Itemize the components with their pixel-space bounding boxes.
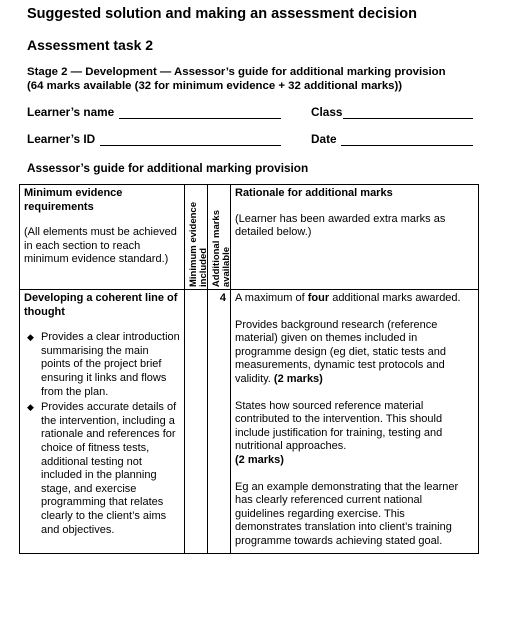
rationale-cell [231, 290, 479, 554]
paragraph-1-text: Provides background research (reference material) given on themes included in programme design (eg diet, static tests and measurements, dynamic test protocols and validity. [235, 318, 446, 385]
class-label: Class [311, 105, 343, 119]
rationale-paragraph-2 [235, 400, 474, 468]
table-row [20, 290, 479, 554]
min-evidence-note: (All elements must be achieved in each section to reach minimum evidence standard.) [24, 226, 177, 266]
intro-text-post: additional marks awarded. [329, 292, 461, 304]
min-included-line-2: included [198, 247, 209, 287]
task-heading: Assessment task 2 [27, 37, 154, 53]
stage-line-2: (64 marks available (32 for minimum evidence + 32 additional marks)) [27, 80, 403, 92]
table-header-row [20, 185, 479, 290]
class-field[interactable] [343, 118, 473, 119]
additional-marks-line-1: Additional marks [211, 209, 222, 287]
list-item [24, 331, 180, 399]
header-min-evidence-cell [20, 185, 185, 290]
min-included-value-cell [185, 290, 208, 554]
list-item-text: Provides a clear introduction summarising the main points of the project brief ensuring it links and flows from the plan. [41, 331, 180, 398]
paragraph-1-marks: (2 marks) [273, 372, 323, 385]
guide-title: Assessor’s guide for additional marking provision [27, 161, 309, 175]
date-label: Date [311, 132, 337, 146]
header-min-included-cell [185, 185, 208, 290]
additional-marks-label [212, 210, 232, 287]
intro-text-pre: A maximum of [235, 292, 308, 304]
header-additional-marks-cell [208, 185, 231, 290]
learner-name-field[interactable] [119, 118, 281, 119]
rationale-intro [235, 292, 474, 306]
page-title: Suggested solution and making an assessment decision [27, 6, 417, 22]
paragraph-2-marks: (2 marks) [235, 453, 284, 466]
rationale-note: (Learner has been awarded extra marks as detailed below.) [235, 212, 446, 239]
learner-name-label: Learner’s name [27, 105, 115, 119]
stage-line-1: Stage 2 — Development — Assessor’s guide for additional marking provision [27, 66, 446, 78]
rationale-paragraph-3: Eg an example demonstrating that the learner has clearly referenced current national guidelines regarding exercise. This demonstrates translation into client’s training programme towards achieving stated goal. [235, 480, 459, 547]
min-included-label [189, 202, 209, 287]
paragraph-2-text: States how sourced reference material contributed to the intervention. This should include justification for training, testing and nutritional approaches. [235, 399, 443, 453]
additional-marks-line-2: available [221, 246, 232, 287]
learner-id-field[interactable] [100, 145, 281, 146]
stage-heading [27, 65, 446, 93]
diamond-bullet-icon: ◆ [27, 332, 34, 343]
marks-value: 4 [208, 290, 231, 554]
requirements-cell [20, 290, 185, 554]
list-item [24, 401, 180, 537]
rationale-title: Rationale for additional marks [235, 187, 393, 199]
diamond-bullet-icon: ◆ [27, 402, 34, 413]
date-field[interactable] [341, 145, 473, 146]
min-included-line-1: Minimum evidence [188, 202, 199, 287]
list-item-text: Provides accurate details of the intervention, including a rationale and references for choice of fitness tests, additional testing not included in the planning stage, and exercise programming that relates clearly to the client’s aims and objectives. [41, 401, 177, 536]
intro-text-bold: four [307, 292, 330, 304]
min-evidence-title: Minimum evidence requirements [24, 187, 123, 213]
rationale-paragraph-1 [235, 319, 474, 387]
learner-id-label: Learner’s ID [27, 132, 96, 146]
marking-guide-table [19, 184, 479, 554]
requirements-list [24, 331, 180, 537]
row-title: Developing a coherent line of thought [24, 292, 178, 318]
header-rationale-cell [231, 185, 479, 290]
